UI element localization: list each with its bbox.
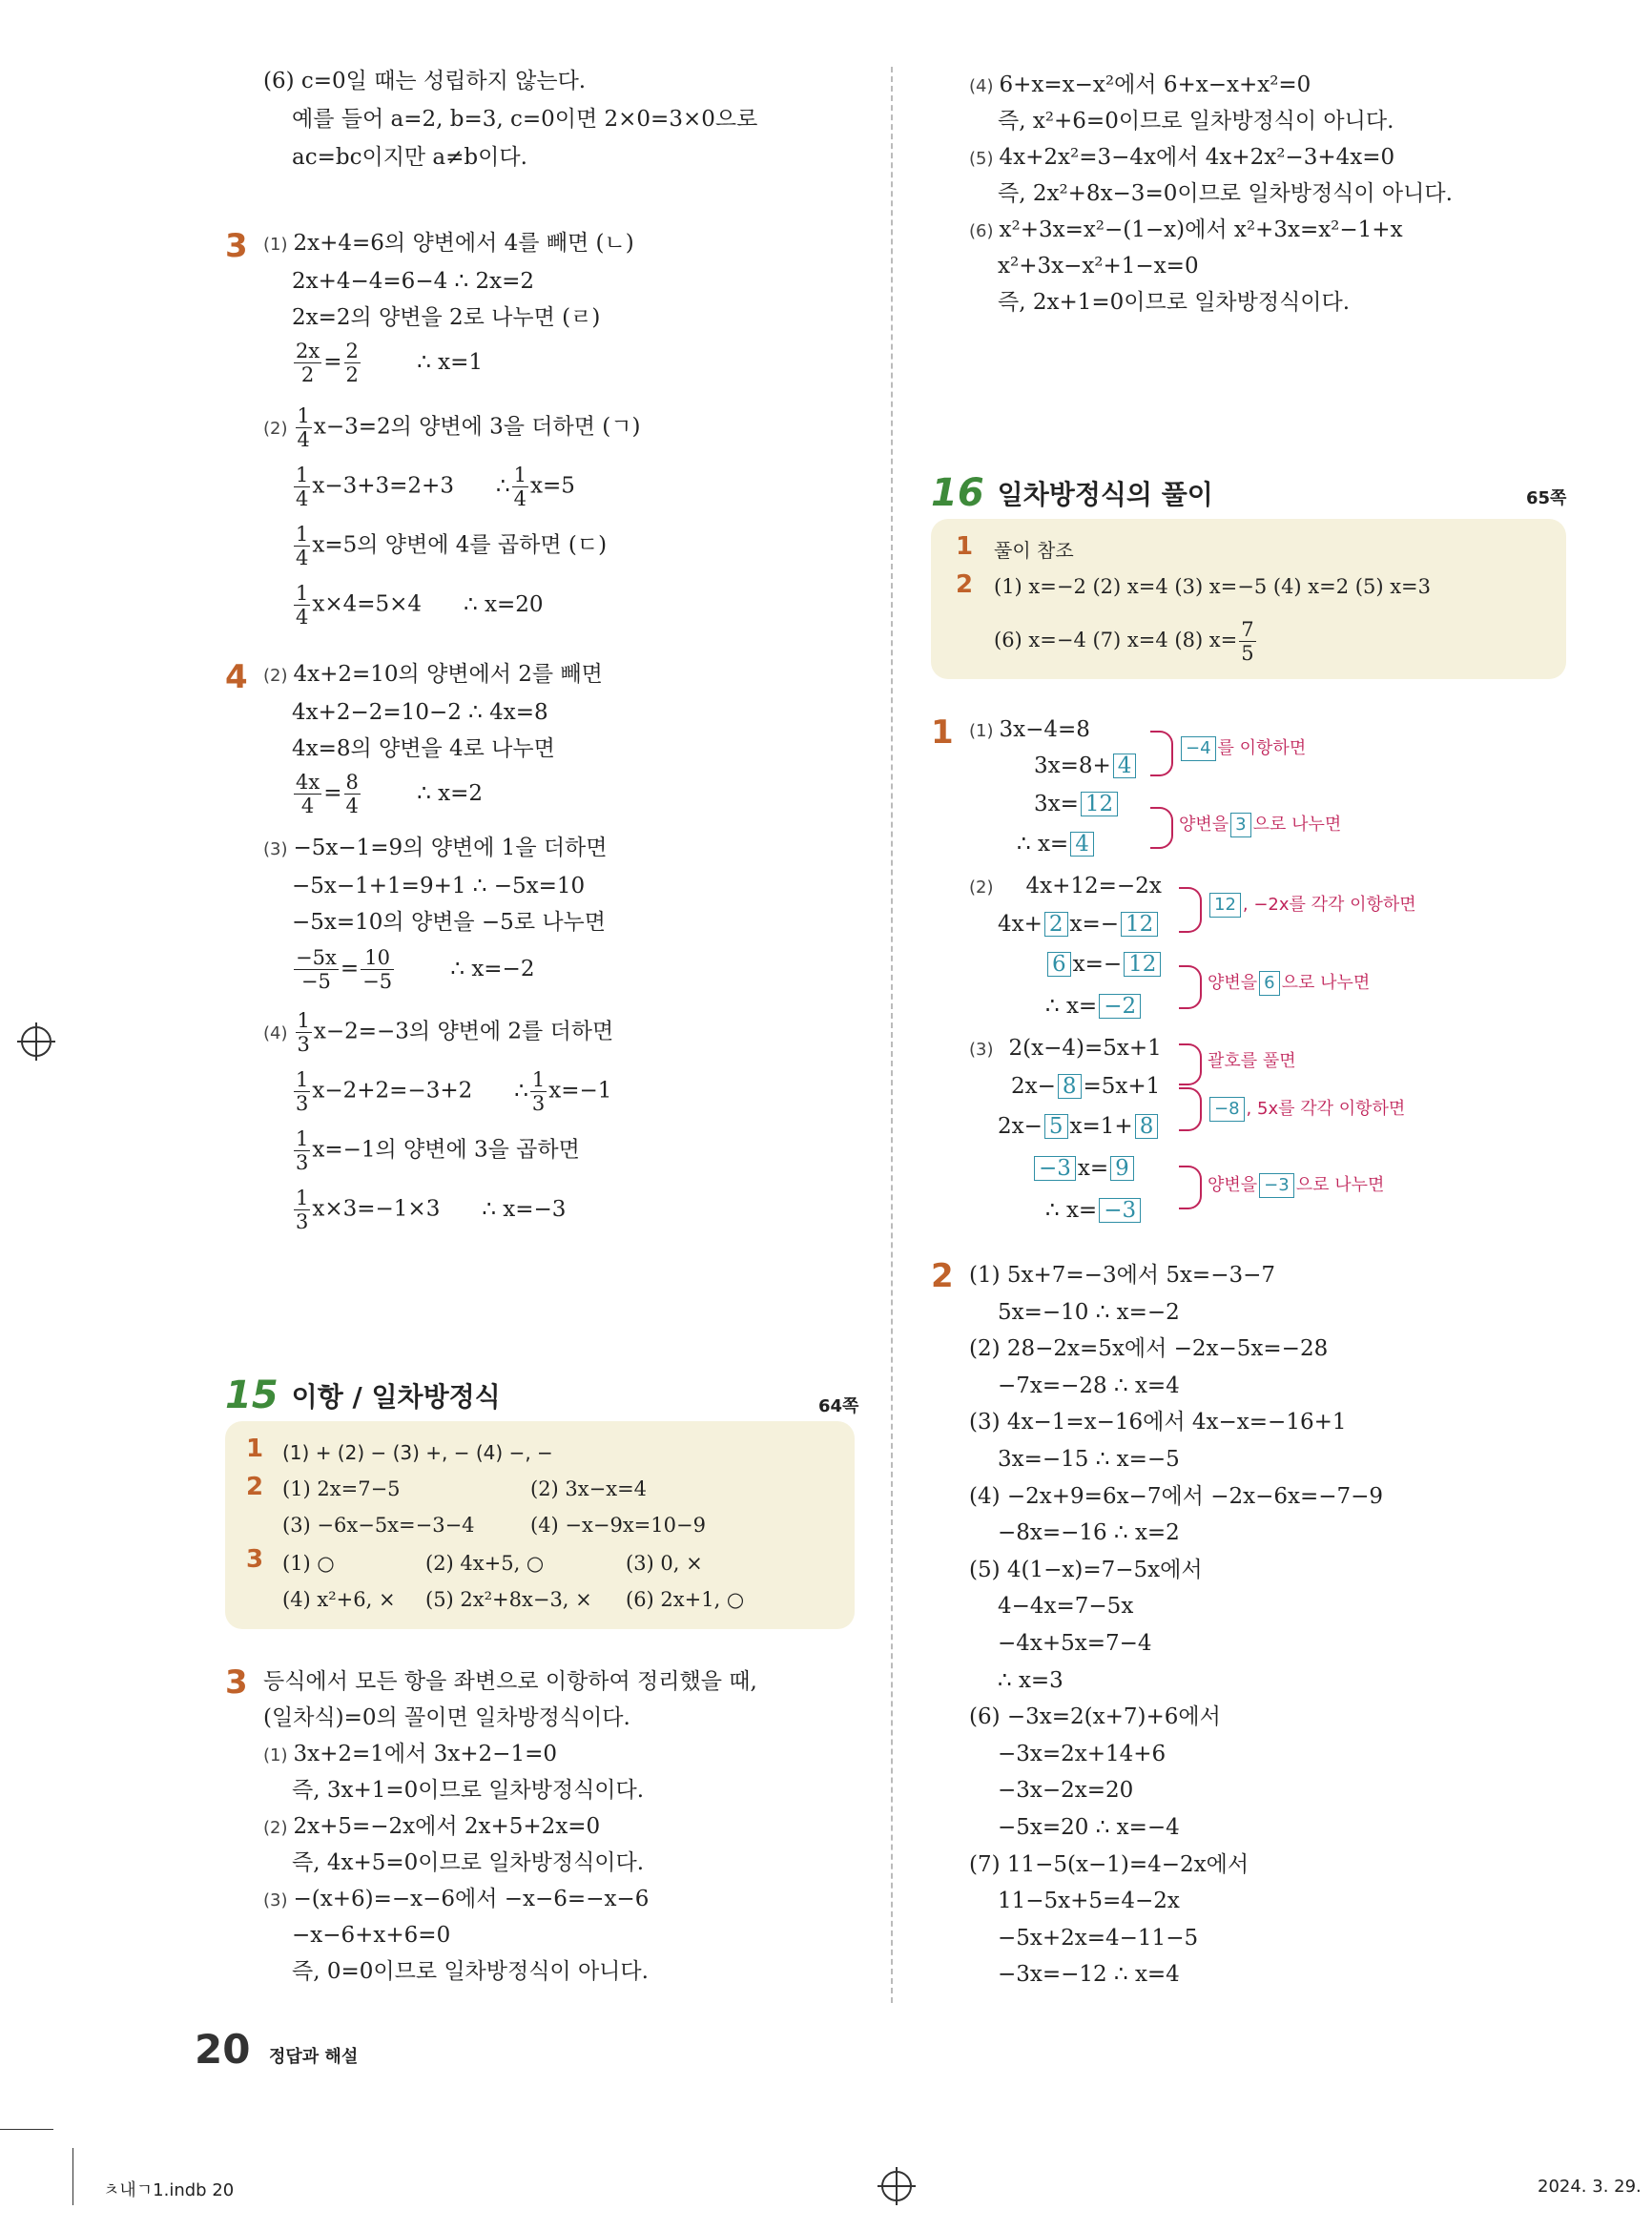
section-16-title: 일차방정식의 풀이 xyxy=(997,479,1213,510)
rt-l7: 즉, 2x+1=0이므로 일차방정식이다. xyxy=(998,290,1351,315)
r-question-1-number: 1 xyxy=(931,713,954,752)
r-q1a-line4: ∴ x= 4 xyxy=(1017,830,1096,858)
q3-b4: $\frac{1}{4}$ x×4=5×4 ∴ x=20 xyxy=(296,582,544,629)
r-q2-line: −7x=−28 ∴ x=4 xyxy=(998,1373,1180,1398)
q3-a1: (1) 2x+4=6의 양변에서 4를 빼면 (ㄴ) xyxy=(263,231,634,256)
s15-row1: (1) + (2) − (3) +, − (4) −, − xyxy=(282,1441,553,1464)
q3b-l1: 등식에서 모든 항을 좌변으로 이항하여 정리했을 때, xyxy=(263,1669,757,1694)
r-q1c-note1: 괄호를 풀면 xyxy=(1208,1051,1296,1071)
s15-row2c: (3) −6x−5x=−3−4 xyxy=(282,1514,475,1537)
r-q2-line: (6) −3x=2(x+7)+6에서 xyxy=(969,1704,1221,1729)
q3b-l8: −x−6+x+6=0 xyxy=(292,1923,451,1948)
r-q2-line: (2) 28−2x=5x에서 −2x−5x=−28 xyxy=(969,1336,1329,1361)
r-q2-line: −3x−2x=20 xyxy=(998,1778,1134,1803)
s15-row3a: (1) ○ xyxy=(282,1552,335,1575)
s15-row3c: (3) 0, × xyxy=(626,1552,703,1575)
q4-a4: $\frac{4x}{4}$ = $\frac{8}{4}$ ∴ x=2 xyxy=(296,771,484,817)
q3-a3: 2x=2의 양변을 2로 나누면 (ㄹ) xyxy=(292,305,601,330)
q3-b1: (2) $\frac{1}{4}$ x−3=2의 양변에 3을 더하면 (ㄱ) xyxy=(263,404,641,451)
s15-row3d: (4) x²+6, × xyxy=(282,1588,396,1611)
q4-a2: 4x+2−2=10−2 ∴ 4x=8 xyxy=(292,700,548,725)
r-q2-line: −4x+5x=7−4 xyxy=(998,1631,1152,1656)
r-q2-line: (7) 11−5(x−1)=4−2x에서 xyxy=(969,1852,1249,1877)
section-16-number: 16 xyxy=(931,471,984,515)
p6-line3: ac=bc이지만 a≠b이다. xyxy=(292,145,527,170)
section-15-page: 64쪽 xyxy=(818,1396,859,1416)
r-q1c-line1: (3) 2(x−4)=5x+1 xyxy=(969,1036,1162,1061)
q3b-l6: 즉, 4x+5=0이므로 일차방정식이다. xyxy=(292,1850,645,1875)
arrow-arc xyxy=(1179,887,1202,933)
r-q1b-line1: (2) 4x+12=−2x xyxy=(969,874,1162,898)
page-number: 20 xyxy=(195,2026,251,2073)
s16-row1: 풀이 참조 xyxy=(994,539,1074,562)
q3b-l7: (3) −(x+6)=−x−6에서 −x−6=−x−6 xyxy=(263,1887,650,1911)
s15-row3e: (5) 2x²+8x−3, × xyxy=(425,1588,592,1611)
r-q2-line: (5) 4(1−x)=7−5x에서 xyxy=(969,1558,1203,1582)
rt-l1: (4) 6+x=x−x²에서 6+x−x+x²=0 xyxy=(969,72,1311,97)
registration-mark-icon xyxy=(21,1026,52,1057)
q3-a2: 2x+4−4=6−4 ∴ 2x=2 xyxy=(292,269,534,294)
q4-a1: (2) 4x+2=10의 양변에서 2를 빼면 xyxy=(263,662,603,687)
s16-row2-num: 2 xyxy=(956,570,974,599)
r-q1b-note2: 양변을 6 으로 나누면 xyxy=(1208,969,1370,996)
s15-row2b: (2) 3x−x=4 xyxy=(530,1477,648,1500)
rt-l5: (6) x²+3x=x²−(1−x)에서 x²+3x=x²−1+x xyxy=(969,217,1403,242)
arrow-arc xyxy=(1150,731,1173,776)
rt-l4: 즉, 2x²+8x−3=0이므로 일차방정식이 아니다. xyxy=(998,181,1453,206)
section-15-title: 이항 / 일차방정식 xyxy=(291,1381,501,1413)
p6-line1: (6) c=0일 때는 성립하지 않는다. xyxy=(263,69,587,93)
arrow-arc xyxy=(1179,1087,1202,1131)
r-q1b-line2: 4x+ 2 x=− 12 xyxy=(998,910,1160,939)
r-q1a-note1: −4 를 이항하면 xyxy=(1179,734,1306,761)
q3b-l5: (2) 2x+5=−2x에서 2x+5+2x=0 xyxy=(263,1814,601,1839)
s15-row2a: (1) 2x=7−5 xyxy=(282,1477,401,1500)
rt-l6: x²+3x−x²+1−x=0 xyxy=(998,254,1199,279)
s15-row2-num: 2 xyxy=(246,1473,264,1501)
r-q1c-line5: ∴ x= −3 xyxy=(1045,1196,1143,1225)
q4-c3: $\frac{1}{3}$ x=−1의 양변에 3을 곱하면 xyxy=(296,1127,580,1174)
column-divider xyxy=(891,67,893,2003)
r-q2-line: (1) 5x+7=−3에서 5x=−3−7 xyxy=(969,1263,1276,1288)
r-q2-line: 5x=−10 ∴ x=−2 xyxy=(998,1300,1180,1325)
q3b-l9: 즉, 0=0이므로 일차방정식이 아니다. xyxy=(292,1959,649,1984)
page-label: 정답과 해설 xyxy=(269,2047,359,2067)
question-3b-number: 3 xyxy=(225,1663,248,1702)
registration-mark-icon xyxy=(881,2171,912,2201)
r-q1a-note2: 양변을 3 으로 나누면 xyxy=(1179,811,1341,837)
q4-c2: $\frac{1}{3}$ x−2+2=−3+2 ∴ $\frac{1}{3}$ x=−1 xyxy=(296,1068,612,1115)
q3b-l3: (1) 3x+2=1에서 3x+2−1=0 xyxy=(263,1742,557,1766)
r-q2-line: −5x+2x=4−11−5 xyxy=(998,1926,1199,1951)
q4-b2: −5x−1+1=9+1 ∴ −5x=10 xyxy=(292,874,586,898)
crop-mark xyxy=(0,2129,53,2130)
s15-row3-num: 3 xyxy=(246,1545,264,1574)
r-q2-line: (4) −2x+9=6x−7에서 −2x−6x=−7−9 xyxy=(969,1484,1384,1509)
q3-b2: $\frac{1}{4}$ x−3+3=2+3 ∴ $\frac{1}{4}$ x=5 xyxy=(296,464,575,510)
s16-row2: (1) x=−2 (2) x=4 (3) x=−5 (4) x=2 (5) x=3 xyxy=(994,575,1432,598)
r-q2-line: −3x=2x+14+6 xyxy=(998,1742,1167,1766)
r-q1b-line4: ∴ x= −2 xyxy=(1045,992,1143,1021)
r-q1c-note3: 양변을 −3 으로 나누면 xyxy=(1208,1171,1384,1198)
p6-line2: 예를 들어 a=2, b=3, c=0이면 2×0=3×0으로 xyxy=(292,107,758,132)
s15-row1-num: 1 xyxy=(246,1435,264,1463)
q3b-l2: (일차식)=0의 꼴이면 일차방정식이다. xyxy=(263,1705,630,1730)
q4-a3: 4x=8의 양변을 4로 나누면 xyxy=(292,736,555,761)
r-q2-line: −3x=−12 ∴ x=4 xyxy=(998,1962,1180,1987)
arrow-arc xyxy=(1179,965,1202,1009)
rt-l2: 즉, x²+6=0이므로 일차방정식이 아니다. xyxy=(998,109,1394,134)
q4-b1: (3) −5x−1=9의 양변에 1을 더하면 xyxy=(263,836,608,860)
r-q2-line: 11−5x+5=4−2x xyxy=(998,1889,1180,1913)
r-q2-line: −8x=−16 ∴ x=2 xyxy=(998,1520,1180,1545)
q4-c1: (4) $\frac{1}{3}$ x−2=−3의 양변에 2를 더하면 xyxy=(263,1009,614,1056)
q4-b3: −5x=10의 양변을 −5로 나누면 xyxy=(292,910,606,935)
question-3-number: 3 xyxy=(225,227,248,265)
question-4-number: 4 xyxy=(225,658,248,696)
q3-a4: $\frac{2x}{2}$ = $\frac{2}{2}$ ∴ x=1 xyxy=(296,340,484,386)
crop-mark xyxy=(72,2148,73,2205)
r-q2-line: ∴ x=3 xyxy=(998,1668,1063,1693)
section-16-page: 65쪽 xyxy=(1526,488,1567,508)
print-date: 2024. 3. 29. xyxy=(1538,2177,1642,2197)
s16-row3: (6) x=−4 (7) x=4 (8) x= $\frac{7}{5}$ xyxy=(994,618,1254,665)
arrow-arc xyxy=(1179,1166,1202,1209)
section-15-number: 15 xyxy=(225,1373,279,1417)
q4-b4: $\frac{-5x}{-5}$ = $\frac{10}{-5}$ ∴ x=−2 xyxy=(296,946,535,993)
s15-row3b: (2) 4x+5, ○ xyxy=(425,1552,545,1575)
rt-l3: (5) 4x+2x²=3−4x에서 4x+2x²−3+4x=0 xyxy=(969,145,1395,170)
r-q1c-line4: −3 x= 9 xyxy=(1032,1154,1136,1183)
r-q1a-line3: 3x= 12 xyxy=(1034,790,1120,818)
r-q2-line: 4−4x=7−5x xyxy=(998,1594,1134,1619)
r-q1c-line2: 2x− 8 =5x+1 xyxy=(1011,1074,1161,1099)
r-q2-line: −5x=20 ∴ x=−4 xyxy=(998,1815,1180,1840)
s16-row1-num: 1 xyxy=(956,532,974,561)
arrow-arc xyxy=(1150,807,1173,849)
q4-c4: $\frac{1}{3}$ x×3=−1×3 ∴ x=−3 xyxy=(296,1187,567,1233)
r-q1c-line3: 2x− 5 x=1+ 8 xyxy=(998,1112,1160,1141)
r-q2-line: (3) 4x−1=x−16에서 4x−x=−16+1 xyxy=(969,1410,1347,1435)
r-q1a-line2: 3x=8+ 4 xyxy=(1034,752,1138,780)
arrow-arc xyxy=(1179,1043,1202,1085)
r-q1c-note2: −8 , 5x를 각각 이항하면 xyxy=(1208,1095,1405,1122)
s15-row2d: (4) −x−9x=10−9 xyxy=(530,1514,706,1537)
s15-row3f: (6) 2x+1, ○ xyxy=(626,1588,745,1611)
r-q1b-note1: 12 , −2x를 각각 이항하면 xyxy=(1208,891,1416,918)
file-name: ㅊ내ㄱ1.indb 20 xyxy=(103,2180,235,2200)
section-16-header xyxy=(931,471,1213,515)
section-15-header xyxy=(225,1373,501,1417)
r-question-2-number: 2 xyxy=(931,1257,954,1295)
r-q1b-line3: 6 x=− 12 xyxy=(1045,950,1163,979)
q3b-l4: 즉, 3x+1=0이므로 일차방정식이다. xyxy=(292,1778,645,1803)
r-q1a-line1: (1) 3x−4=8 xyxy=(969,717,1090,742)
q3-b3: $\frac{1}{4}$ x=5의 양변에 4를 곱하면 (ㄷ) xyxy=(296,523,608,569)
r-q2-line: 3x=−15 ∴ x=−5 xyxy=(998,1447,1180,1472)
